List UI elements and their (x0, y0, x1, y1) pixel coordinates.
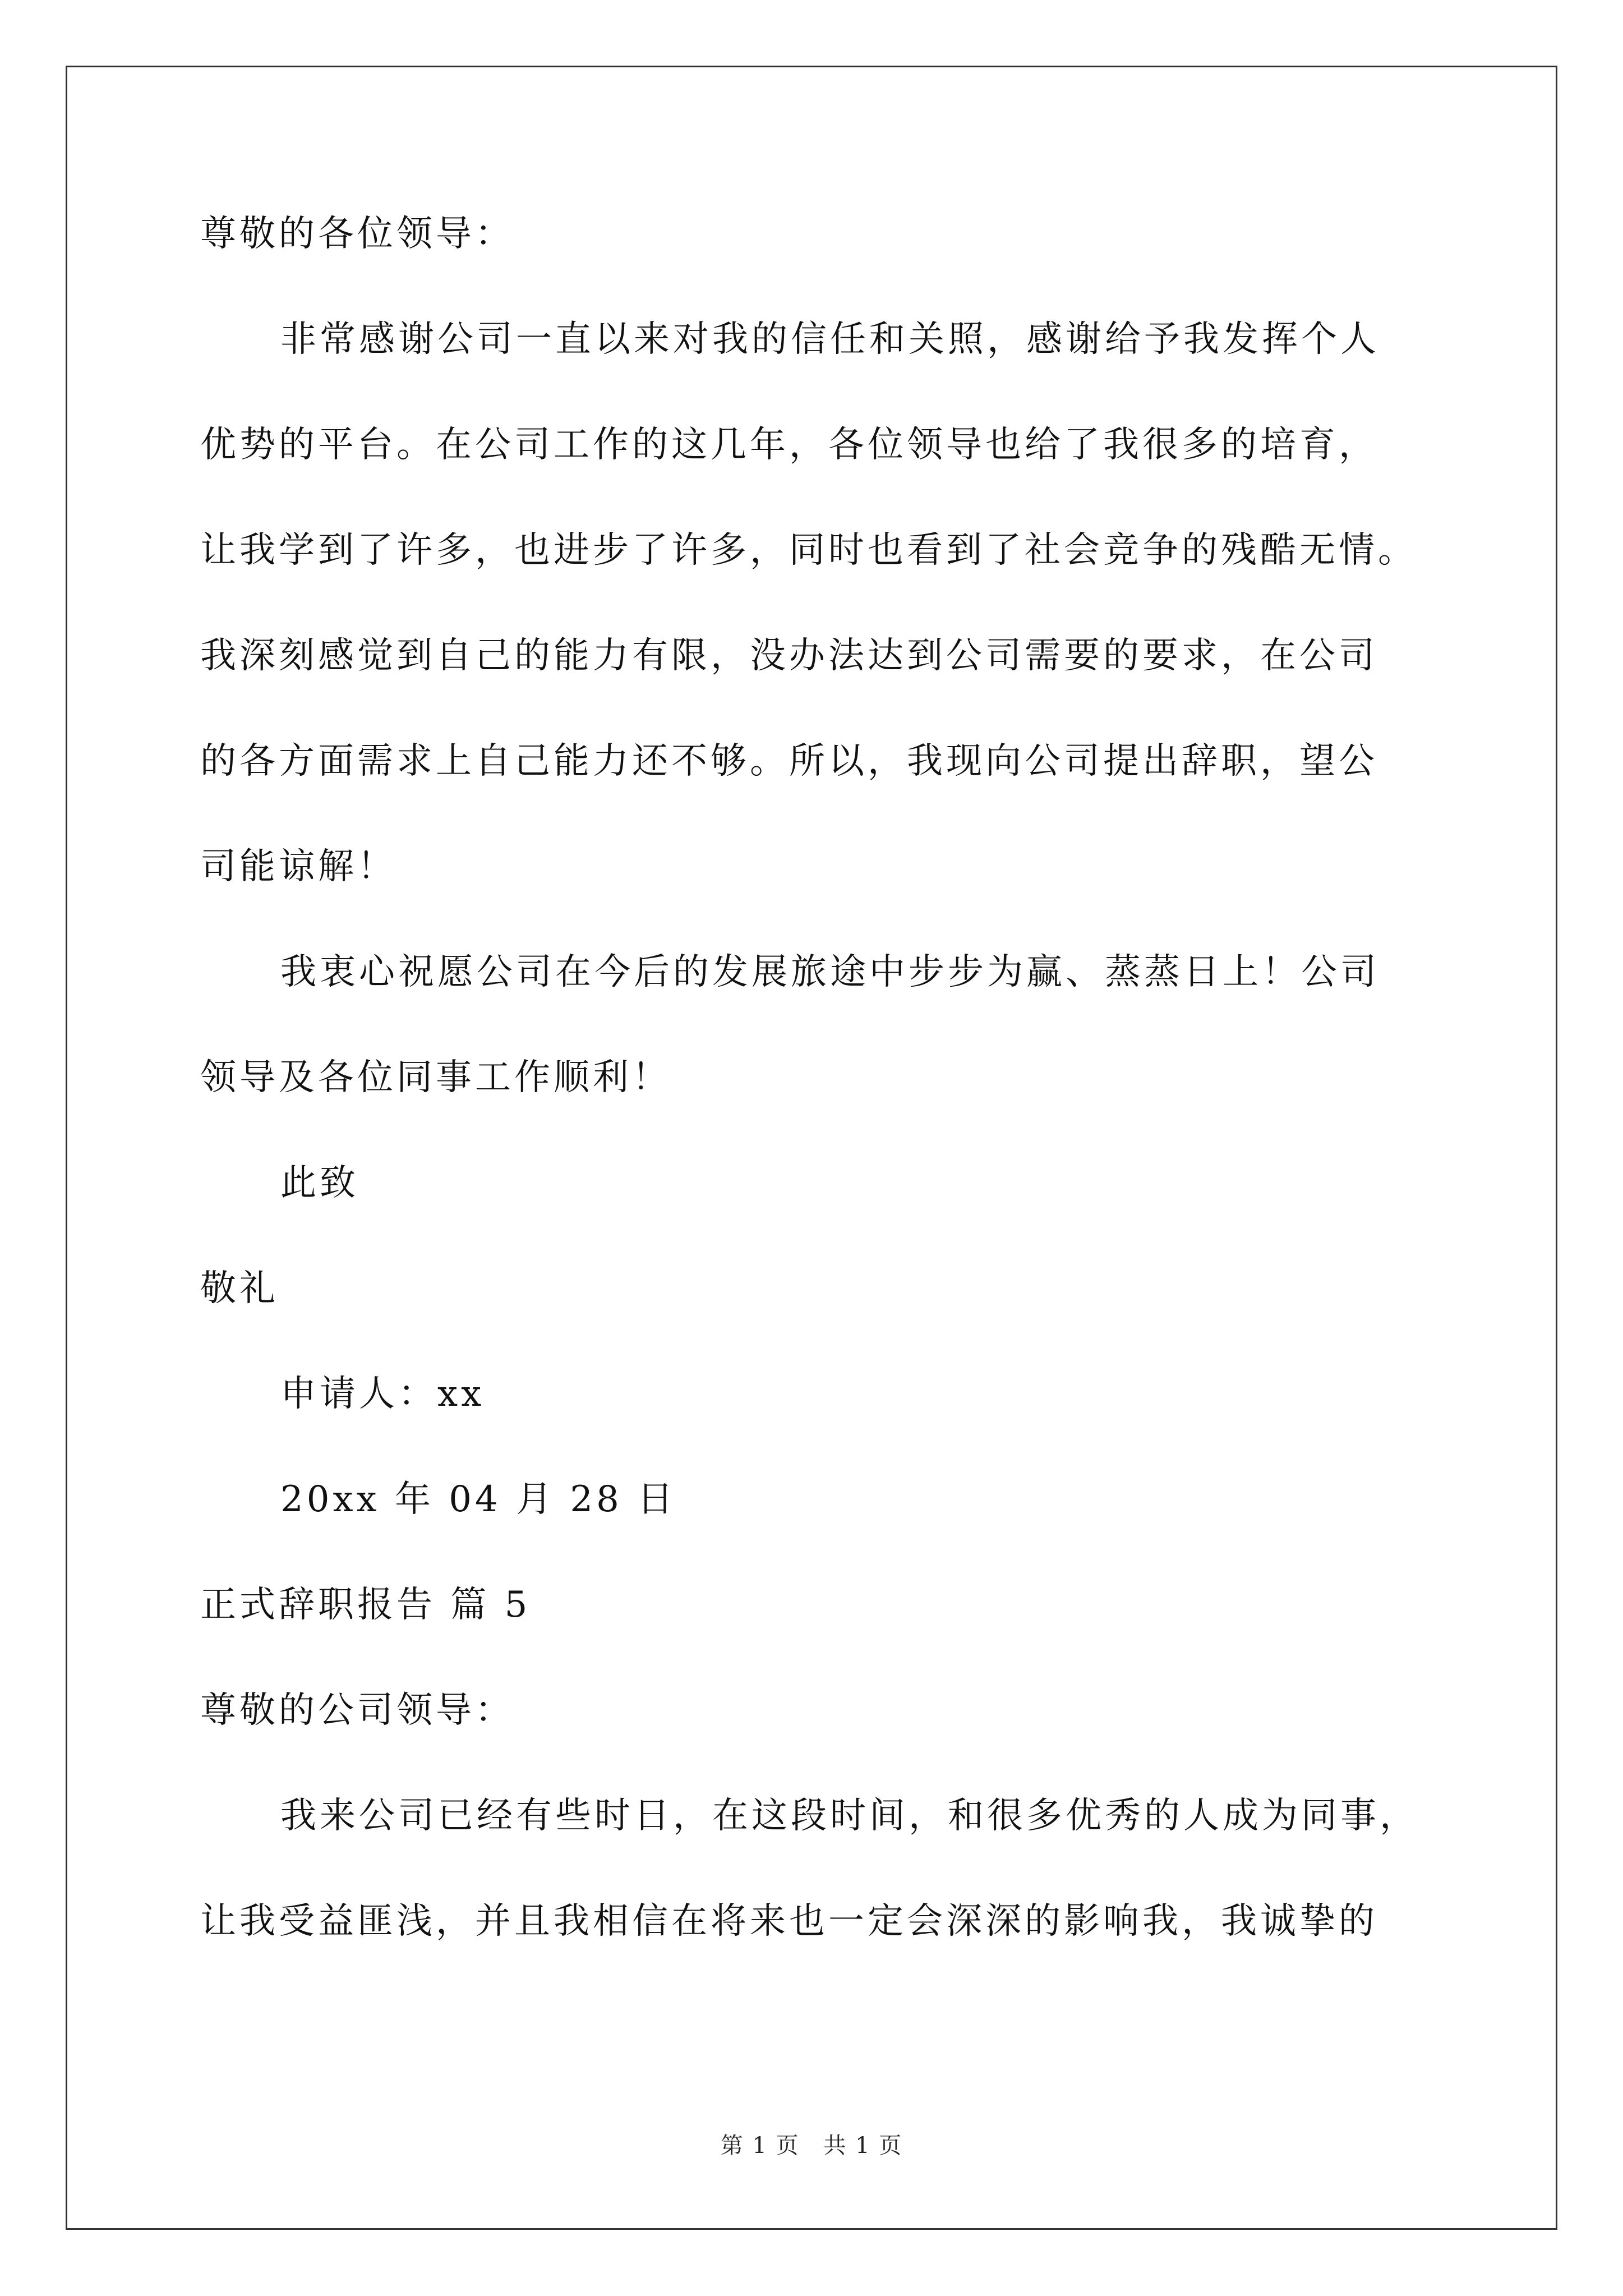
page-footer (0, 2132, 1623, 2160)
closing-line: 此致 (280, 1162, 359, 1204)
paragraph-line: 司能谅解！ (200, 846, 396, 887)
salutation-line: 尊敬的公司领导： (200, 1690, 514, 1731)
paragraph-line: 我衷心祝愿公司在今后的发展旅途中步步为赢、蒸蒸日上！公司 (280, 951, 1380, 993)
paragraph-line: 让我学到了许多，也进步了许多，同时也看到了社会竞争的残酷无情。 (200, 530, 1417, 571)
date-line: 20xx 年 04 月 28 日 (280, 1479, 677, 1520)
section-heading: 正式辞职报告 篇 5 (200, 1584, 531, 1626)
paragraph-line: 领导及各位同事工作顺利！ (200, 1057, 671, 1098)
paragraph-line: 我深刻感觉到自己的能力有限，没办法达到公司需要的要求，在公司 (200, 635, 1378, 677)
paragraph-line: 我来公司已经有些时日，在这段时间，和很多优秀的人成为同事， (280, 1795, 1419, 1837)
page-total: 共 1 页 (823, 2133, 903, 2159)
paragraph-line: 让我受益匪浅，并且我相信在将来也一定会深深的影响我，我诚挚的 (200, 1901, 1378, 1942)
salutation-line: 尊敬的各位领导： (200, 213, 514, 255)
closing-line: 敬礼 (200, 1268, 279, 1309)
paragraph-line: 优势的平台。在公司工作的这几年，各位领导也给了我很多的培育， (200, 424, 1378, 466)
page-number: 第 1 页 (720, 2133, 800, 2159)
paragraph-line: 非常感谢公司一直以来对我的信任和关照，感谢给予我发挥个人 (280, 319, 1380, 360)
applicant-line: 申请人：xx (280, 1373, 485, 1415)
paragraph-line: 的各方面需求上自己能力还不够。所以，我现向公司提出辞职，望公 (200, 740, 1378, 782)
